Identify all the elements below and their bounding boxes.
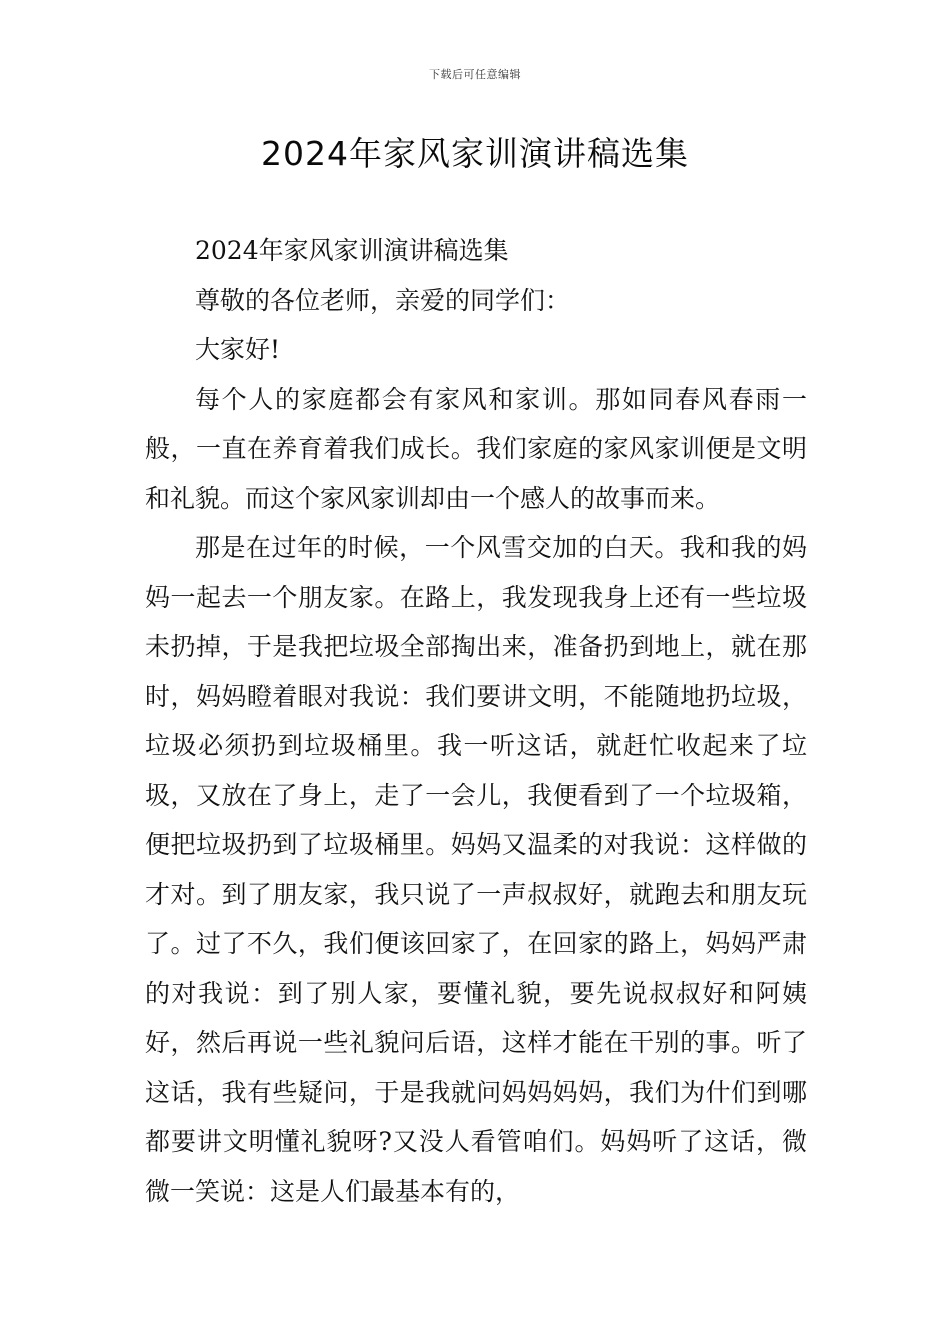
header-note: 下载后可任意编辑 bbox=[429, 68, 521, 81]
body-paragraph-greeting: 大家好! bbox=[195, 335, 281, 364]
body-paragraph: 那是在过年的时候，一个风雪交加的白天。我和我的妈妈一起去一个朋友家。在路上，我发现我身上还有一些垃圾未扔掉，于是我把垃圾全部掏出来，准备扔到地上，就在那时，妈妈瞪着眼对我说：我们要讲文明，不能随地扔垃圾，垃圾必须扔到垃圾桶里。我一听这话，就赶忙收起来了垃圾，又放在了身上，走了一会儿，我便看到了一个垃圾箱，便把垃圾扔到了垃圾桶里。妈妈又温柔的对我说：这样做的才对。到了朋友家，我只说了一声叔叔好，就跑去和朋友玩了。过了不久，我们便该回家了，在回家的路上，妈妈严肃的对我说：到了别人家，要懂礼貌，要先说叔叔好和阿姨好，然后再说一些礼貌问后语，这样才能在干别的事。听了这话，我有些疑问，于是我就问妈妈妈妈，我们为什们到哪都要讲文明懂礼貌呀?又没人看管咱们。妈妈听了这话，微微一笑说：这是人们最基本有的， bbox=[145, 533, 807, 1206]
body-paragraph-salutation: 尊敬的各位老师，亲爱的同学们： bbox=[195, 285, 571, 315]
body-paragraph-subtitle: 2024年家风家训演讲稿选集 bbox=[195, 236, 509, 265]
body-paragraph: 每个人的家庭都会有家风和家训。那如同春风春雨一般，一直在养育着我们成长。我们家庭的家风家训便是文明和礼貌。而这个家风家训却由一个感人的故事而来。 bbox=[145, 384, 807, 513]
document-title: 2024年家风家训演讲稿选集 bbox=[261, 134, 689, 173]
document-body bbox=[145, 226, 807, 1216]
